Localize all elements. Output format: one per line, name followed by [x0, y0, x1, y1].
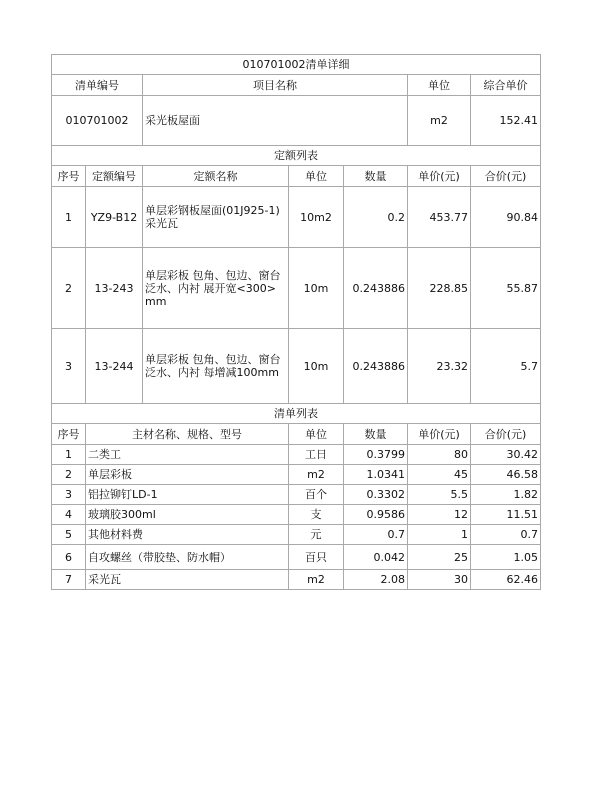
- material-unit-header: 单位: [289, 424, 344, 445]
- table-row: [52, 505, 541, 525]
- material-name: 铝拉铆钉LD-1: [86, 485, 289, 505]
- quota-seq: 3: [52, 329, 86, 404]
- quota-qty: 0.2: [344, 187, 408, 248]
- sheet-title: 010701002清单详细: [52, 55, 541, 75]
- bill-detail-sheet: [51, 54, 540, 590]
- title-row: [52, 55, 541, 75]
- bill-price: 152.41: [471, 96, 541, 146]
- material-total: 30.42: [471, 445, 541, 465]
- material-name: 玻璃胶300ml: [86, 505, 289, 525]
- material-name-header: 主材名称、规格、型号: [86, 424, 289, 445]
- material-total: 1.05: [471, 545, 541, 570]
- material-seq-header: 序号: [52, 424, 86, 445]
- bill-code: 010701002: [52, 96, 143, 146]
- bill-price-header: 综合单价: [471, 75, 541, 96]
- material-qty: 0.3302: [344, 485, 408, 505]
- material-total: 62.46: [471, 570, 541, 590]
- quota-unit-price: 23.32: [408, 329, 471, 404]
- bill-code-header: 清单编号: [52, 75, 143, 96]
- material-total-header: 合价(元): [471, 424, 541, 445]
- material-unit-price: 45: [408, 465, 471, 485]
- material-qty: 0.3799: [344, 445, 408, 465]
- bill-unit-header: 单位: [408, 75, 471, 96]
- material-unit-price: 12: [408, 505, 471, 525]
- material-unit-price-header: 单价(元): [408, 424, 471, 445]
- table-row: [52, 187, 541, 248]
- material-total: 46.58: [471, 465, 541, 485]
- quota-code-header: 定额编号: [86, 166, 143, 187]
- material-total: 1.82: [471, 485, 541, 505]
- material-unit: 元: [289, 525, 344, 545]
- table-row: [52, 248, 541, 329]
- quota-seq-header: 序号: [52, 166, 86, 187]
- table-row: [52, 545, 541, 570]
- quota-section-row: [52, 146, 541, 166]
- bill-name: 采光板屋面: [143, 96, 408, 146]
- material-unit-price: 30: [408, 570, 471, 590]
- quota-unit: 10m: [289, 329, 344, 404]
- material-unit-price: 1: [408, 525, 471, 545]
- quota-seq: 2: [52, 248, 86, 329]
- quota-seq: 1: [52, 187, 86, 248]
- material-qty: 0.7: [344, 525, 408, 545]
- material-name: 其他材料费: [86, 525, 289, 545]
- quota-qty: 0.243886: [344, 329, 408, 404]
- material-section-row: [52, 404, 541, 424]
- material-seq: 7: [52, 570, 86, 590]
- bill-unit: m2: [408, 96, 471, 146]
- material-seq: 3: [52, 485, 86, 505]
- quota-total: 55.87: [471, 248, 541, 329]
- table-row: [52, 485, 541, 505]
- quota-code: YZ9-B12: [86, 187, 143, 248]
- material-qty: 2.08: [344, 570, 408, 590]
- material-name: 二类工: [86, 445, 289, 465]
- table-row: [52, 329, 541, 404]
- material-unit: m2: [289, 465, 344, 485]
- quota-name: 单层彩钢板屋面(01J925-1) 采光瓦: [143, 187, 289, 248]
- material-section-title: 清单列表: [52, 404, 541, 424]
- quota-unit-price: 453.77: [408, 187, 471, 248]
- material-seq: 1: [52, 445, 86, 465]
- quota-total-header: 合价(元): [471, 166, 541, 187]
- material-seq: 2: [52, 465, 86, 485]
- material-unit: 百个: [289, 485, 344, 505]
- quota-total: 90.84: [471, 187, 541, 248]
- material-name: 单层彩板: [86, 465, 289, 485]
- quota-header-row: [52, 166, 541, 187]
- quota-code: 13-244: [86, 329, 143, 404]
- table-row: [52, 465, 541, 485]
- material-qty: 0.042: [344, 545, 408, 570]
- quota-unit-price: 228.85: [408, 248, 471, 329]
- table-row: [52, 525, 541, 545]
- quota-qty: 0.243886: [344, 248, 408, 329]
- material-total: 11.51: [471, 505, 541, 525]
- quota-qty-header: 数量: [344, 166, 408, 187]
- material-seq: 4: [52, 505, 86, 525]
- bill-header-row: [52, 75, 541, 96]
- material-qty: 1.0341: [344, 465, 408, 485]
- material-seq: 6: [52, 545, 86, 570]
- table-row: [52, 570, 541, 590]
- material-unit-price: 5.5: [408, 485, 471, 505]
- material-total: 0.7: [471, 525, 541, 545]
- quota-name: 单层彩板 包角、包边、窗台泛水、内衬 展开宽<300>mm: [143, 248, 289, 329]
- table-row: [52, 445, 541, 465]
- material-name: 自攻螺丝（带胶垫、防水帽）: [86, 545, 289, 570]
- quota-total: 5.7: [471, 329, 541, 404]
- material-seq: 5: [52, 525, 86, 545]
- material-qty-header: 数量: [344, 424, 408, 445]
- material-qty: 0.9586: [344, 505, 408, 525]
- quota-unit: 10m: [289, 248, 344, 329]
- quota-unit-price-header: 单价(元): [408, 166, 471, 187]
- quota-section-title: 定额列表: [52, 146, 541, 166]
- material-unit: 支: [289, 505, 344, 525]
- material-header-row: [52, 424, 541, 445]
- material-name: 采光瓦: [86, 570, 289, 590]
- quota-name-header: 定额名称: [143, 166, 289, 187]
- quota-name: 单层彩板 包角、包边、窗台泛水、内衬 每增减100mm: [143, 329, 289, 404]
- bill-main-row: [52, 96, 541, 146]
- bill-detail-table: [51, 54, 541, 590]
- material-unit-price: 80: [408, 445, 471, 465]
- material-unit: m2: [289, 570, 344, 590]
- quota-code: 13-243: [86, 248, 143, 329]
- material-unit: 百只: [289, 545, 344, 570]
- material-unit-price: 25: [408, 545, 471, 570]
- material-unit: 工日: [289, 445, 344, 465]
- quota-unit-header: 单位: [289, 166, 344, 187]
- bill-name-header: 项目名称: [143, 75, 408, 96]
- quota-unit: 10m2: [289, 187, 344, 248]
